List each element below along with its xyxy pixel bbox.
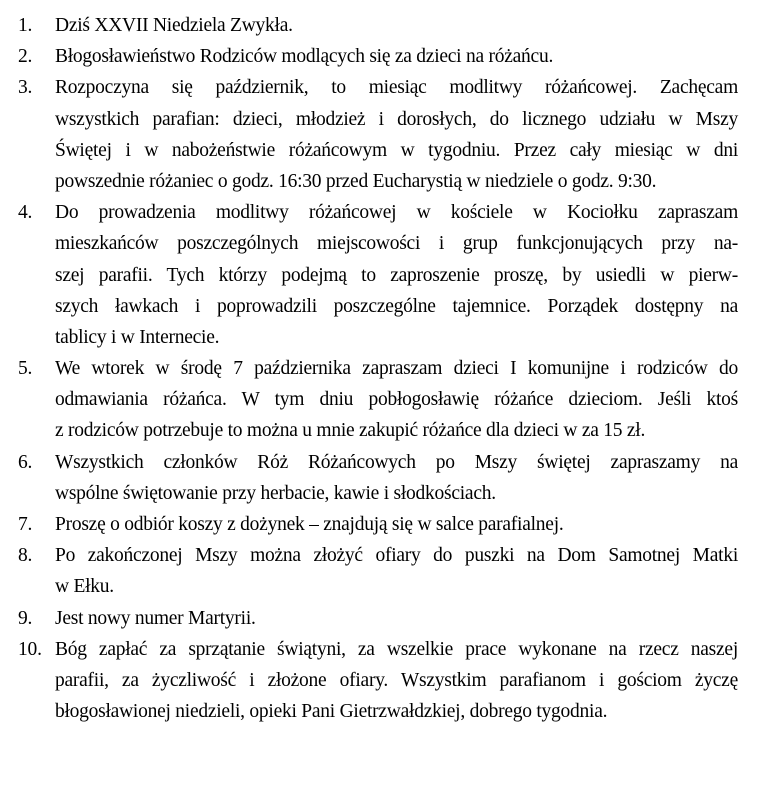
item-text-line: Rozpoczyna się październik, to miesiąc modlitwy różańcowej. Zachęcam [55, 77, 738, 99]
item-text-line: Bóg zapłać za sprzątanie świątyni, za wszelkie prace wykonane na rzecz naszej [55, 638, 738, 660]
list-item [0, 353, 738, 447]
item-text-line: wszystkich parafian: dzieci, młodzież i dorosłych, do licznego udziału w Mszy [55, 108, 738, 130]
item-number: 3. [18, 77, 33, 99]
list-item [0, 634, 738, 728]
item-text-line: parafii, za życzliwość i złożone ofiary. Wszystkim parafianom i gościom życzę [55, 669, 738, 691]
item-text-line: wspólne świętowanie przy herbacie, kawie i słodkościach. [55, 482, 496, 504]
list-item [0, 72, 738, 197]
item-text-line: z rodziców potrzebuje to można u mnie zakupić różańce dla dzieci w za 15 zł. [55, 420, 646, 442]
item-text-line: Po zakończonej Mszy można złożyć ofiary do puszki na Dom Samotnej Matki [55, 545, 738, 567]
item-number: 10. [18, 638, 42, 660]
item-text-line: Proszę o odbiór koszy z dożynek – znajdują się w salce parafialnej. [55, 514, 564, 535]
item-text-line: Świętej i w nabożeństwie różańcowym w tygodniu. Przez cały miesiąc w dni [55, 139, 738, 161]
item-text-line: szych ławkach i poprowadzili poszczególne tajemnice. Porządek dostępny na [55, 295, 738, 317]
announcements-list [0, 10, 765, 727]
list-item [0, 603, 738, 634]
item-number: 7. [18, 514, 33, 535]
item-number: 5. [18, 358, 33, 380]
list-item [0, 509, 738, 540]
list-item [0, 447, 738, 509]
item-number: 2. [18, 46, 33, 68]
item-text-line: We wtorek w środę 7 października zapraszam dzieci I komunijne i rodziców do [55, 358, 738, 380]
item-text-line: w Ełku. [55, 576, 114, 598]
list-item [0, 197, 738, 353]
item-text-line: mieszkańców poszczególnych miejscowości i grup funkcjonujących przy na- [55, 233, 738, 255]
item-text-line: Błogosławieństwo Rodziców modlących się za dzieci na różańcu. [55, 46, 554, 68]
list-item [0, 540, 738, 602]
item-number: 6. [18, 451, 33, 473]
list-item [0, 41, 738, 72]
item-number: 8. [18, 545, 33, 567]
list-item [0, 10, 738, 41]
item-text-line: powszednie różaniec o godz. 16:30 przed Eucharystią w niedziele o godz. 9:30. [55, 170, 657, 192]
item-text-line: tablicy i w Internecie. [55, 326, 220, 348]
item-text-line: szej parafii. Tych którzy podejmą to zaproszenie proszę, by usiedli w pierw- [55, 264, 738, 286]
item-number: 9. [18, 607, 33, 629]
item-text-line: Do prowadzenia modlitwy różańcowej w kościele w Kociołku zapraszam [55, 202, 738, 224]
item-text-line: błogosławionej niedzieli, opieki Pani Gietrzwałdzkiej, dobrego tygodnia. [55, 701, 608, 723]
item-text-line: odmawiania różańca. W tym dniu pobłogosławię różańce dzieciom. Jeśli ktoś [55, 389, 738, 411]
item-text-line: Jest nowy numer Martyrii. [55, 607, 256, 629]
item-number: 1. [18, 15, 33, 36]
item-number: 4. [18, 202, 33, 224]
item-text-line: Dziś XXVII Niedziela Zwykła. [55, 15, 293, 36]
item-text-line: Wszystkich członków Róż Różańcowych po Mszy świętej zapraszamy na [55, 451, 738, 473]
